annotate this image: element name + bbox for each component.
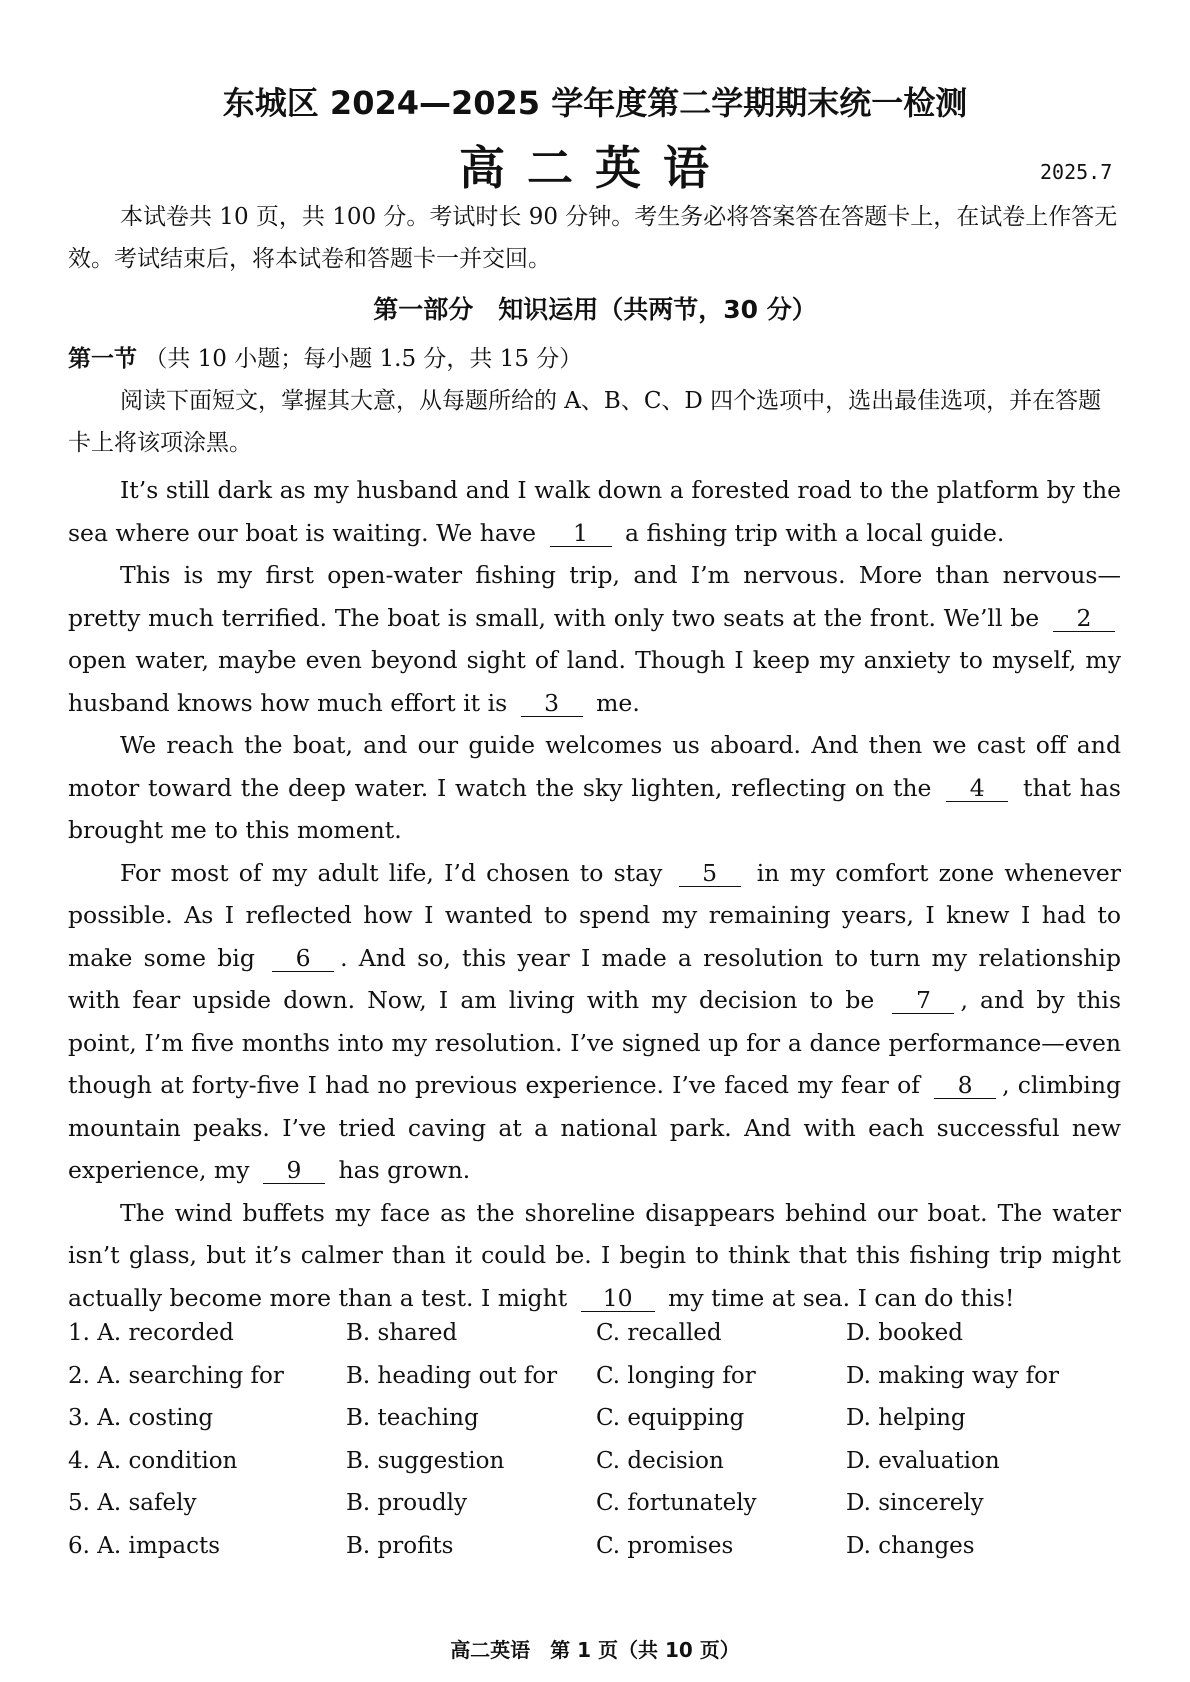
option-b: B. teaching bbox=[346, 1405, 479, 1432]
option-c: C. decision bbox=[596, 1447, 724, 1474]
passage-text: has grown. bbox=[338, 1156, 471, 1184]
passage-text: We reach the boat, and our guide welcomes us aboard. And then we cast off and motor toward the deep water. I watch the sky lighten, reflecting on the bbox=[68, 731, 1121, 802]
option-a: 1. A. recorded bbox=[68, 1320, 234, 1347]
option-d: D. changes bbox=[846, 1532, 975, 1559]
passage-text: open water, maybe even beyond sight of land. Though I keep my anxiety to myself, my husband knows how much effort it is bbox=[68, 646, 1121, 717]
option-d: D. sincerely bbox=[846, 1490, 984, 1517]
page-footer: 高二英语 第 1 页（共 10 页） bbox=[450, 1638, 740, 1662]
blank-6: 6 bbox=[272, 945, 334, 972]
option-a: 2. A. searching for bbox=[68, 1362, 284, 1389]
part-heading: 第一部分 知识运用（共两节，30 分） bbox=[373, 295, 817, 324]
passage-text: me. bbox=[596, 688, 640, 717]
paragraph bbox=[68, 469, 1121, 554]
exam-date: 2025.7 bbox=[1040, 160, 1113, 184]
paragraph bbox=[68, 724, 1121, 852]
instructions-text: 阅读下面短文，掌握其大意，从每题所给的 A、B、C、D 四个选项中，选出最佳选项，并在答题卡上将该项涂黑。 bbox=[68, 388, 1102, 456]
question-options bbox=[68, 1397, 1106, 1440]
option-a: 6. A. impacts bbox=[68, 1532, 221, 1559]
exam-intro bbox=[68, 196, 1118, 280]
option-d: D. booked bbox=[846, 1320, 963, 1347]
option-c: C. equipping bbox=[596, 1405, 745, 1432]
passage-text: The wind buffets my face as the shoreline disappears behind our boat. The water isn’t glass, but it’s calmer than it could be. I begin to think that this fishing trip might actually become more than a test. I might bbox=[68, 1198, 1121, 1312]
answer-options bbox=[68, 1312, 1106, 1567]
paragraph bbox=[68, 852, 1121, 1192]
passage-text: a fishing trip with a local guide. bbox=[625, 518, 1005, 547]
option-d: D. helping bbox=[846, 1405, 966, 1432]
intro-text: 本试卷共 10 页，共 100 分。考试时长 90 分钟。考生务必将答案答在答题卡上，在试卷上作答无效。考试结束后，将本试卷和答题卡一并交回。 bbox=[68, 204, 1118, 272]
option-c: C. fortunately bbox=[596, 1490, 757, 1517]
blank-7: 7 bbox=[892, 987, 954, 1014]
blank-4: 4 bbox=[946, 775, 1008, 802]
option-b: B. proudly bbox=[346, 1490, 467, 1517]
blank-1: 1 bbox=[550, 520, 612, 547]
exam-title: 东城区 2024—2025 学年度第二学期期末统一检测 bbox=[222, 84, 968, 122]
option-d: D. making way for bbox=[846, 1362, 1059, 1389]
blank-10: 10 bbox=[581, 1285, 655, 1312]
passage-text: , climbing mountain peaks. I’ve tried caving at a national park. And with each successful new experience, my bbox=[68, 1071, 1122, 1184]
question-options bbox=[68, 1525, 1106, 1568]
cloze-passage bbox=[68, 469, 1121, 1319]
option-c: C. recalled bbox=[596, 1320, 722, 1347]
paragraph bbox=[68, 1192, 1121, 1320]
question-options bbox=[68, 1355, 1106, 1398]
paragraph bbox=[68, 554, 1121, 724]
option-b: B. suggestion bbox=[346, 1447, 505, 1474]
subject-title: 高二英语 bbox=[459, 141, 731, 195]
option-b: B. heading out for bbox=[346, 1362, 558, 1389]
passage-text: that has brought me to this moment. bbox=[68, 773, 1121, 844]
passage-text: . And so, this year I made a resolution to turn my relationship with fear upside down. Now, I am living with my decision to be bbox=[68, 943, 1121, 1014]
option-b: B. profits bbox=[346, 1532, 454, 1559]
option-a: 3. A. costing bbox=[68, 1405, 214, 1432]
passage-text: This is my first open-water fishing trip, and I’m nervous. More than nervous—pretty much terrified. The boat is small, with only two seats at the front. We’ll be bbox=[68, 561, 1121, 632]
passage-text: , and by this point, I’m five months into my resolution. I’ve signed up for a dance performance—even though at forty-five I had no previous experience. I’ve faced my fear of bbox=[68, 986, 1121, 1099]
option-a: 4. A. condition bbox=[68, 1447, 238, 1474]
option-d: D. evaluation bbox=[846, 1447, 1000, 1474]
blank-5: 5 bbox=[679, 860, 741, 887]
blank-3: 3 bbox=[521, 690, 583, 717]
blank-2: 2 bbox=[1053, 605, 1115, 632]
passage-text: in my comfort zone whenever possible. As I reflected how I wanted to spend my remaining years, I knew I had to make some big bbox=[68, 858, 1121, 972]
section-info: （共 10 小题；每小题 1.5 分，共 15 分） bbox=[144, 346, 583, 372]
option-b: B. shared bbox=[346, 1320, 458, 1347]
section-heading bbox=[68, 340, 582, 373]
section-label: 第一节 bbox=[68, 346, 137, 372]
question-options bbox=[68, 1312, 1106, 1355]
passage-text: It’s still dark as my husband and I walk down a forested road to the platform by the sea where our boat is waiting. We have bbox=[68, 476, 1121, 547]
question-options bbox=[68, 1482, 1106, 1525]
question-options bbox=[68, 1440, 1106, 1483]
passage-text: my time at sea. I can do this! bbox=[668, 1283, 1015, 1312]
passage-text: For most of my adult life, I’d chosen to stay bbox=[120, 858, 663, 887]
blank-9: 9 bbox=[263, 1157, 325, 1184]
option-c: C. promises bbox=[596, 1532, 734, 1559]
option-c: C. longing for bbox=[596, 1362, 756, 1389]
option-a: 5. A. safely bbox=[68, 1490, 197, 1517]
instructions bbox=[68, 380, 1123, 464]
blank-8: 8 bbox=[934, 1072, 996, 1099]
